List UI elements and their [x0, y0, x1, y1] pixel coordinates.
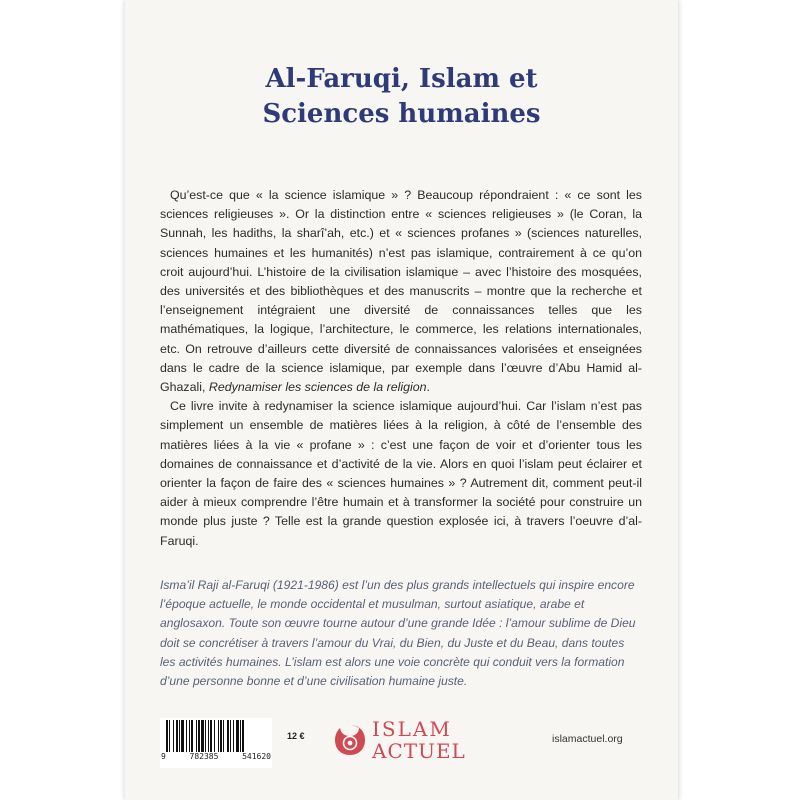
barcode-bar	[233, 720, 234, 754]
author-bio: Isma’il Raji al-Faruqi (1921-1986) est l’un des plus grands intellectuels qui inspire encore l’époque actuelle, le monde occidental et musulman, surtout asiatique, arabe et anglosaxon. Toute son œuvre tourne autour d’une grande Idée : l’amour sublime de Dieu doit se concrétiser à travers l’amour du Vrai, du Bien, du Juste et du Beau, dans toutes les activités humaines. L’islam est alors une voie concrète qui conduit vers la formation d’une personne bonne et d’une civilisation humaine juste.	[160, 578, 636, 689]
barcode-bar	[214, 720, 215, 754]
barcode-bar	[230, 720, 231, 754]
book-title-line-1: Al-Faruqi, Islam et	[265, 64, 538, 94]
publisher-name-line-2: ACTUEL	[372, 739, 466, 763]
barcode-bar	[196, 720, 197, 754]
barcode-bar	[169, 720, 170, 754]
barcode-bar	[181, 720, 184, 754]
barcode-bar	[186, 720, 187, 754]
publisher-logo	[372, 718, 466, 762]
blurb-paragraph-1	[160, 186, 642, 397]
barcode-bar	[218, 720, 219, 754]
barcode-bar	[179, 720, 180, 754]
barcode-bar	[173, 720, 174, 754]
book-title-line-2: Sciences humaines	[262, 99, 541, 129]
barcode-bar	[191, 720, 193, 754]
barcode-bar	[223, 720, 224, 754]
barcode-bar	[176, 720, 178, 754]
blurb-paragraph-2: Ce livre invite à redynamiser la science islamique aujourd’hui. Car l’islam n’est pas simplement un ensemble de matières liées à la religion, à côté de l’ensemble des matières liées à la vie « profane » : c’est une façon de voir et d’orienter tous les domaines de connaissance et d’activité de la vie. Alors en quoi l’islam peut éclairer et orienter la façon de faire des « sciences humaines » ? Autrement dit, comment peut-il aider à mieux comprendre l’être humain et à transformer la société pour construire un monde plus juste ? Telle est la grande question explosée ici, à travers l’oeuvre d’al-Faruqi.	[160, 399, 642, 548]
barcode-bar	[236, 720, 239, 754]
barcode-bar	[198, 720, 200, 754]
book-reference: Redynamiser les sciences de la religion	[208, 380, 427, 395]
barcode-bar	[166, 720, 168, 754]
isbn-digit-prefix: 9	[161, 752, 166, 761]
blurb	[160, 186, 642, 551]
barcode-bar	[220, 720, 222, 754]
barcode-bars	[160, 718, 272, 754]
book-title	[125, 62, 678, 132]
isbn-digit-group-2: 541620	[242, 752, 271, 761]
barcode-bar	[210, 720, 212, 754]
book-reference-suffix: .	[426, 380, 430, 395]
isbn-digits	[160, 752, 272, 761]
publisher-website: islamactuel.org	[552, 733, 623, 745]
barcode-bar	[205, 720, 206, 754]
barcode-bar	[227, 720, 229, 754]
barcode-bar	[242, 720, 244, 754]
blurb-paragraph-1-text: Qu’est-ce que « la science islamique » ? Beaucoup répondraient : « ce sont les sciences religieuses ». Or la distinction entre « sciences religieuses » (le Coran, la Sunnah, les hadiths, la sharî’ah, etc.) et « sciences profanes » (sciences naturelles, sciences humaines et les humanités) n’est pas islamique, contrairement à ce qu’on croit aujourd’hui. L’histoire de la civilisation islamique – avec l’histoire des mosquées, des universités et des bibliothèques et des manuscrits – montre que la recherche et l’enseignement intégraient une diversité de connaissances telles que les mathématiques, la logique, l’architecture, le commerce, les relations internationales, etc. On retrouve d’ailleurs cette diversité de connaissances valorisées et enseignées dans le cadre de la science islamique, par exemple dans l’œuvre d’Abu Hamid al-Ghazali,	[160, 188, 642, 395]
publisher-name-line-1: ISLAM	[372, 717, 452, 741]
price-label: 12 €	[287, 731, 305, 741]
publisher-logo-icon	[333, 723, 367, 757]
barcode-bar	[201, 720, 204, 754]
barcode-bar	[189, 720, 190, 754]
barcode-bar	[240, 720, 241, 754]
isbn-digit-group-1: 782385	[189, 752, 219, 761]
barcode-bar	[208, 720, 209, 754]
